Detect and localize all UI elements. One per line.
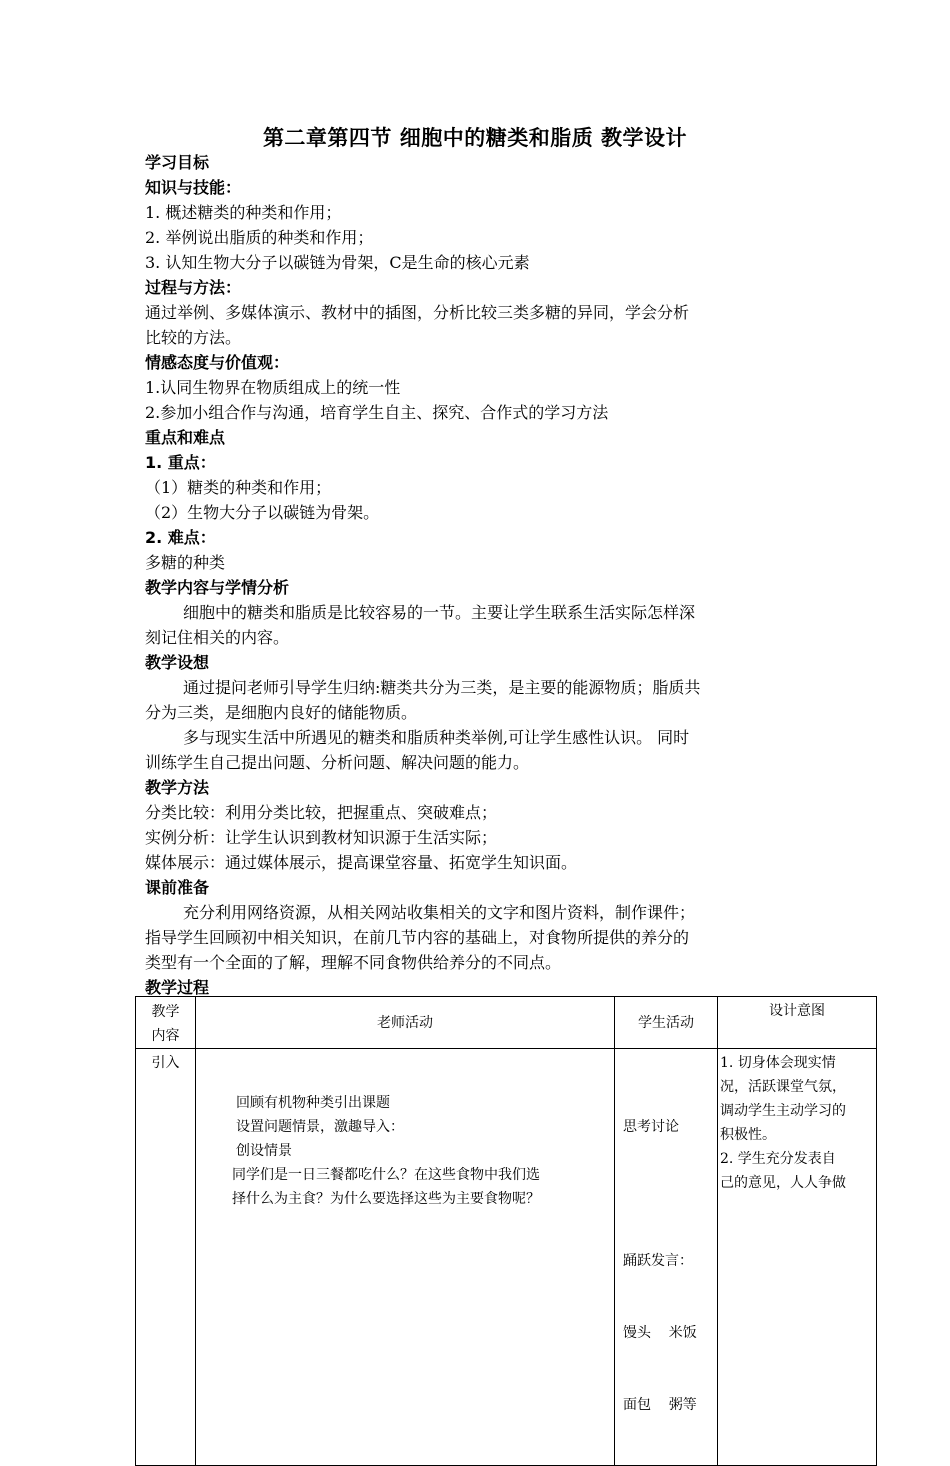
cell-student — [615, 1049, 718, 1466]
paragraph-line: 多与现实生活中所遇见的糖类和脂质种类举例,可让学生感性认识。 同时 — [183, 728, 690, 747]
header-content-line: 教学 — [151, 1004, 180, 1020]
heading-knowledge: 知识与技能： — [145, 178, 242, 197]
knowledge-item: 2. 举例说出脂质的种类和作用； — [145, 228, 374, 247]
student-line: 馒头 米饭 — [623, 1325, 697, 1341]
method-item: 分类比较：利用分类比较，把握重点、突破难点； — [145, 803, 498, 822]
header-student: 学生活动 — [615, 997, 718, 1049]
table-row — [136, 1049, 877, 1466]
heading-procedure: 教学过程 — [145, 978, 210, 997]
heading-key-point: 1. 重点： — [145, 453, 216, 472]
paragraph-line: 指导学生回顾初中相关知识，在前几节内容的基础上，对食物所提供的养分的 — [145, 928, 690, 947]
emotion-item: 2.参加小组合作与沟通，培育学生自主、探究、合作式的学习方法 — [145, 403, 609, 422]
knowledge-item: 3. 认知生物大分子以碳链为骨架，C是生命的核心元素 — [145, 253, 530, 272]
paragraph-line: 训练学生自己提出问题、分析问题、解决问题的能力。 — [145, 753, 530, 772]
key-point-item: （1）糖类的种类和作用； — [145, 478, 332, 497]
heading-emotion: 情感态度与价值观： — [145, 353, 290, 372]
header-content-line: 内容 — [151, 1028, 180, 1044]
paragraph-line: 通过举例、多媒体演示、教材中的插图，分析比较三类多糖的异同，学会分析 — [145, 303, 690, 322]
paragraph-line: 充分利用网络资源，从相关网站收集相关的文字和图片资料，制作课件； — [183, 903, 696, 922]
intent-line: 己的意见，人人争做 — [720, 1175, 846, 1191]
teacher-line: 回顾有机物种类引出课题 — [236, 1095, 390, 1111]
student-line: 踊跃发言： — [623, 1253, 693, 1269]
heading-difficult: 2. 难点： — [145, 528, 216, 547]
paragraph-line: 比较的方法。 — [145, 328, 242, 347]
heading-prep: 课前准备 — [145, 878, 210, 897]
heading-method: 教学方法 — [145, 778, 210, 797]
paragraph-line: 类型有一个全面的了解，理解不同食物供给养分的不同点。 — [145, 953, 562, 972]
intent-line: 调动学生主动学习的 — [720, 1103, 846, 1119]
method-item: 媒体展示：通过媒体展示，提高课堂容量、拓宽学生知识面。 — [145, 853, 578, 872]
method-item: 实例分析：让学生认识到教材知识源于生活实际； — [145, 828, 498, 847]
heading-objectives: 学习目标 — [145, 153, 210, 172]
procedure-table — [135, 996, 877, 1466]
difficult-text: 多糖的种类 — [145, 553, 226, 572]
teacher-line: 设置问题情景，激趣导入： — [236, 1119, 404, 1135]
knowledge-item: 1. 概述糖类的种类和作用； — [145, 203, 342, 222]
intent-line: 积极性。 — [720, 1127, 776, 1143]
teacher-line: 创设情景 — [236, 1143, 292, 1159]
cell-content: 引入 — [136, 1049, 196, 1466]
paragraph-line: 分为三类，是细胞内良好的储能物质。 — [145, 703, 418, 722]
table-header-row — [136, 997, 877, 1049]
paragraph-line: 通过提问老师引导学生归纳:糖类共分为三类，是主要的能源物质；脂质共 — [183, 678, 701, 697]
paragraph-line: 细胞中的糖类和脂质是比较容易的一节。主要让学生联系生活实际怎样深 — [183, 603, 696, 622]
header-teacher: 老师活动 — [196, 997, 615, 1049]
header-intent: 设计意图 — [718, 997, 877, 1049]
heading-key-points: 重点和难点 — [145, 428, 226, 447]
key-point-item: （2）生物大分子以碳链为骨架。 — [145, 503, 380, 522]
teacher-line: 同学们是一日三餐都吃什么？在这些食物中我们选 — [232, 1167, 540, 1183]
cell-teacher — [196, 1049, 615, 1466]
heading-idea: 教学设想 — [145, 653, 210, 672]
student-line: 面包 粥等 — [623, 1397, 697, 1413]
intent-line: 2. 学生充分发表自 — [720, 1151, 836, 1167]
document-title: 第二章第四节 细胞中的糖类和脂质 教学设计 — [262, 126, 688, 150]
teacher-line: 择什么为主食？为什么要选择这些为主要食物呢？ — [232, 1191, 540, 1207]
student-line: 思考讨论 — [623, 1119, 679, 1135]
cell-intent — [718, 1049, 877, 1466]
document-body — [145, 150, 810, 1000]
heading-analysis: 教学内容与学情分析 — [145, 578, 290, 597]
header-content — [136, 997, 196, 1049]
intent-line: 1. 切身体会现实情 — [720, 1055, 836, 1071]
intent-line: 况，活跃课堂气氛， — [720, 1079, 846, 1095]
emotion-item: 1.认同生物界在物质组成上的统一性 — [145, 378, 401, 397]
paragraph-line: 刻记住相关的内容。 — [145, 628, 290, 647]
heading-process: 过程与方法： — [145, 278, 242, 297]
